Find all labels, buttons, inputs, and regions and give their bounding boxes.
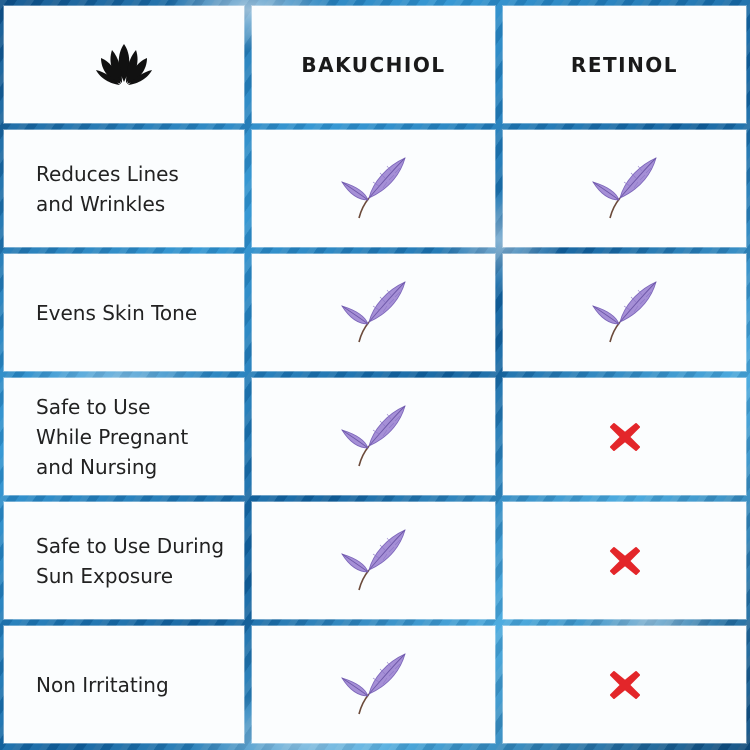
row-label-cell <box>4 626 244 743</box>
row-label-cell <box>4 130 244 247</box>
column-header-retinol: RETINOL <box>570 52 679 77</box>
row-label: Reduces Lines and Wrinkles <box>36 161 179 216</box>
bakuchiol-cell <box>252 254 495 371</box>
row-label: Safe to Use While Pregnant and Nursing <box>36 394 189 479</box>
feather-check-icon <box>590 154 660 224</box>
bakuchiol-cell <box>252 378 495 495</box>
header-col-retinol <box>503 6 746 123</box>
header-logo-cell <box>4 6 244 123</box>
column-header-bakuchiol: BAKUCHIOL <box>301 52 446 77</box>
retinol-cell <box>503 254 746 371</box>
retinol-cell <box>503 626 746 743</box>
feather-check-icon <box>339 402 409 472</box>
x-icon <box>608 668 642 702</box>
row-label-cell <box>4 502 244 619</box>
feather-check-icon <box>590 278 660 348</box>
feather-check-icon <box>339 278 409 348</box>
row-label-cell <box>4 254 244 371</box>
lotus-icon <box>95 42 153 88</box>
feather-check-icon <box>339 650 409 720</box>
x-icon <box>608 420 642 454</box>
row-label-cell <box>4 378 244 495</box>
row-label: Safe to Use During Sun Exposure <box>36 533 225 588</box>
row-label: Evens Skin Tone <box>36 300 198 325</box>
header-col-bakuchiol <box>252 6 495 123</box>
retinol-cell <box>503 130 746 247</box>
bakuchiol-cell <box>252 626 495 743</box>
row-label: Non Irritating <box>36 672 169 697</box>
bakuchiol-cell <box>252 502 495 619</box>
retinol-cell <box>503 378 746 495</box>
bakuchiol-cell <box>252 130 495 247</box>
feather-check-icon <box>339 526 409 596</box>
retinol-cell <box>503 502 746 619</box>
feather-check-icon <box>339 154 409 224</box>
x-icon <box>608 544 642 578</box>
